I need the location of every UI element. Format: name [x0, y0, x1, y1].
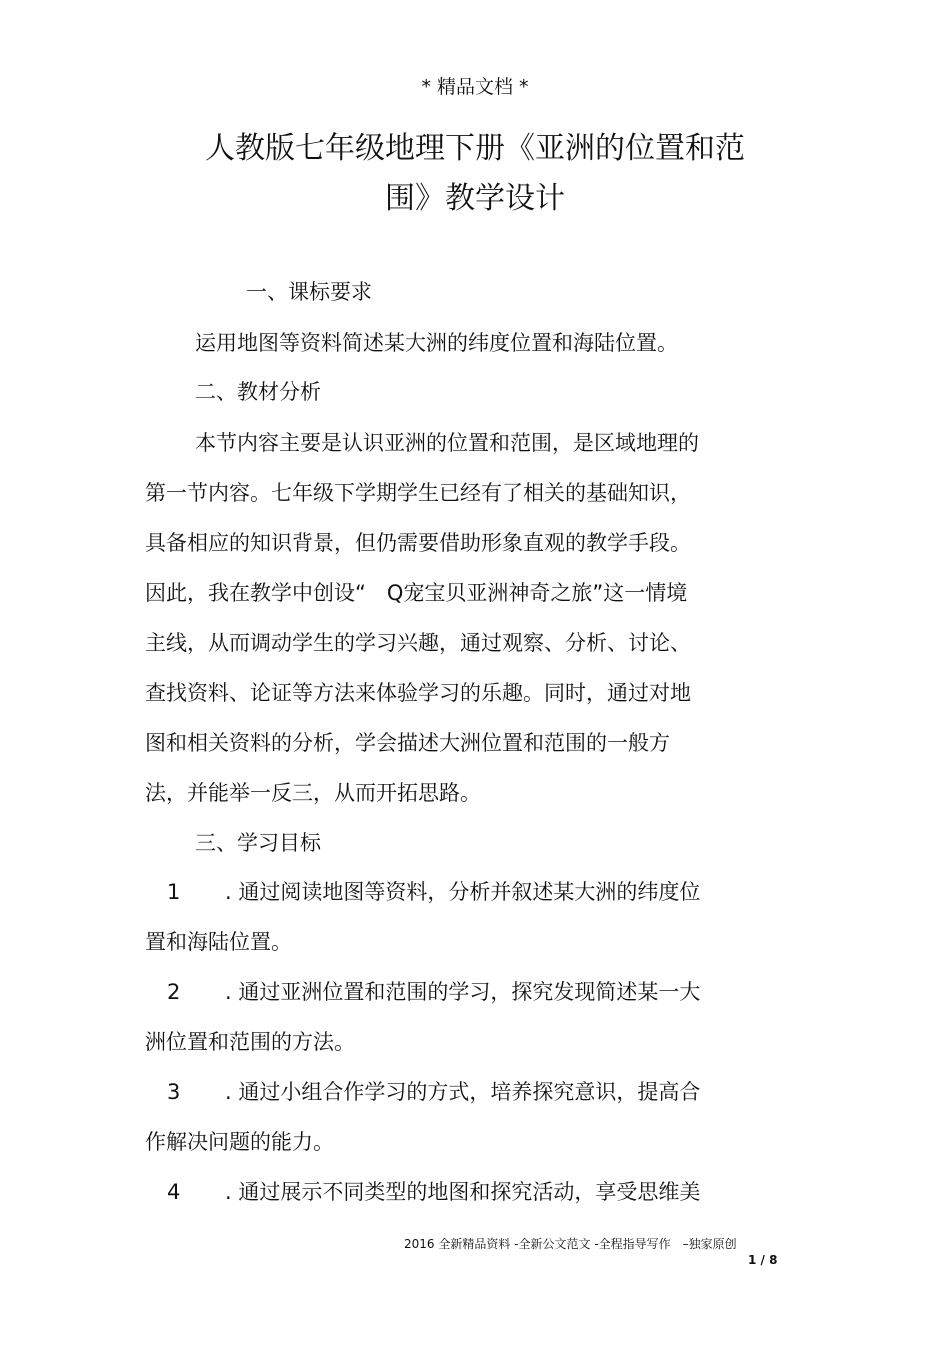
- header-mark: * 精品文档 *: [421, 76, 529, 98]
- objective-item: [145, 976, 700, 1008]
- objective-number: 2: [167, 980, 181, 1004]
- section-heading-2: 二、教材分析: [195, 380, 321, 404]
- paragraph-line: 主线，从而调动学生的学习兴趣，通过观察、分析、讨论、: [145, 631, 691, 655]
- footer-text: 2016 全新精品资料 -全新公文范文 -全程指导写作 –独家原创: [404, 1237, 737, 1251]
- paragraph-line: 第一节内容。七年级下学期学生已经有了相关的基础知识，: [145, 481, 691, 505]
- objective-number: 3: [167, 1080, 181, 1104]
- objective-continuation: 置和海陆位置。: [145, 930, 292, 954]
- document-title: [140, 124, 810, 224]
- paragraph-line: 因此，我在教学中创设“ Q宠宝贝亚洲神奇之旅”这一情境: [145, 581, 688, 605]
- title-line-1: 人教版七年级地理下册《亚洲的位置和范: [205, 131, 745, 166]
- paragraph-line: 运用地图等资料简述某大洲的纬度位置和海陆位置。: [195, 331, 678, 355]
- objective-text: . 通过阅读地图等资料，分析并叙述某大洲的纬度位: [225, 880, 701, 904]
- page-number: 1 / 8: [748, 1253, 778, 1267]
- objective-item: [145, 1076, 700, 1108]
- paragraph-line: 法，并能举一反三，从而开拓思路。: [145, 781, 481, 805]
- objective-continuation: 洲位置和范围的方法。: [145, 1030, 355, 1054]
- objective-text: . 通过小组合作学习的方式，培养探究意识，提高合: [225, 1080, 701, 1104]
- paragraph-line: 图和相关资料的分析，学会描述大洲位置和范围的一般方: [145, 731, 670, 755]
- section-heading-1: 一、课标要求: [246, 280, 372, 304]
- objective-text: . 通过展示不同类型的地图和探究活动，享受思维美: [225, 1180, 701, 1204]
- objective-text: . 通过亚洲位置和范围的学习，探究发现简述某一大: [225, 980, 701, 1004]
- section-heading-3: 三、学习目标: [195, 831, 321, 855]
- objective-number: 4: [167, 1180, 181, 1204]
- title-line-2: 围》教学设计: [385, 181, 565, 216]
- paragraph-line: 具备相应的知识背景，但仍需要借助形象直观的教学手段。: [145, 531, 691, 555]
- objective-continuation: 作解决问题的能力。: [145, 1130, 334, 1154]
- paragraph-line: 本节内容主要是认识亚洲的位置和范围，是区域地理的: [195, 431, 699, 455]
- paragraph-line: 查找资料、论证等方法来体验学习的乐趣。同时，通过对地: [145, 681, 691, 705]
- objective-item: [145, 876, 700, 908]
- objective-number: 1: [167, 880, 181, 904]
- objective-item: [145, 1176, 700, 1208]
